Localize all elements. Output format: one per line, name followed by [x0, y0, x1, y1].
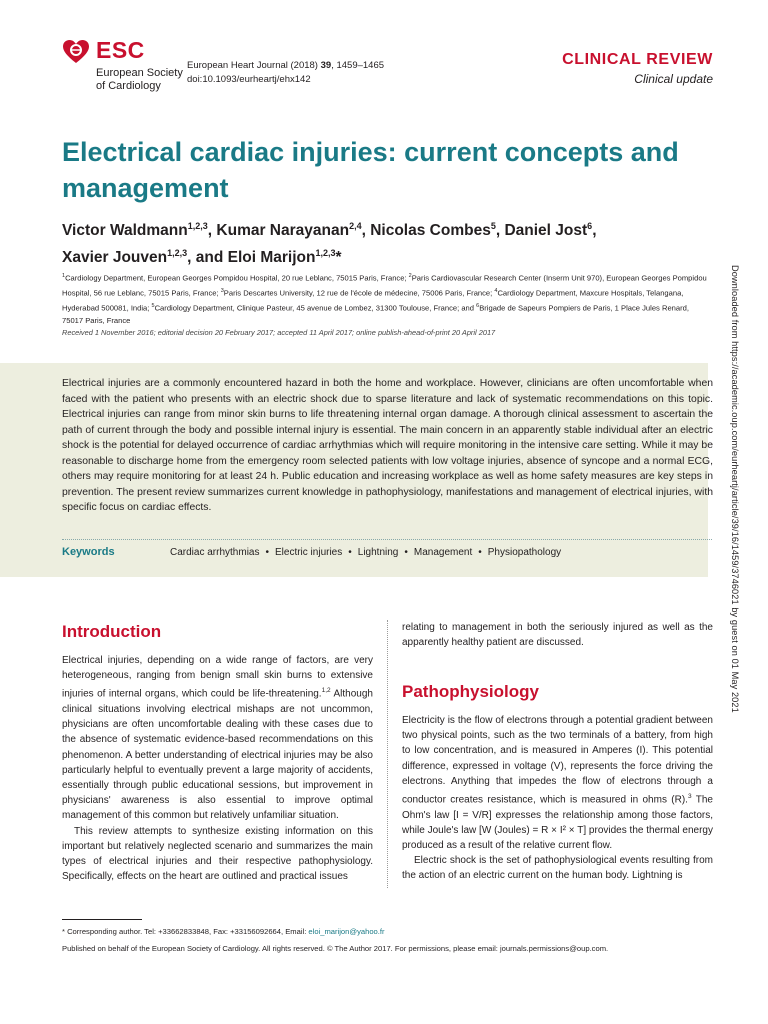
keyword-separator: • — [478, 547, 482, 558]
author-affiliation-ref: 6 — [587, 221, 593, 231]
keyword-separator: • — [348, 547, 352, 558]
journal-pages: , 1459–1465 — [331, 60, 385, 71]
keyword-separator: • — [265, 547, 269, 558]
article-type-block — [562, 50, 713, 86]
journal-volume: 39 — [320, 60, 332, 71]
esc-heart-logo-icon — [62, 38, 90, 66]
corresponding-author-note: * Corresponding author. Tel: +33662833848, Fax: +33156092664, Email: eloi_marijon@yahoo.fr — [62, 927, 385, 936]
author-list: Victor Waldmann$^{1,2,3}$, Kumar Narayanan$^{2,4}$, Nicolas Combes$^5$, Daniel Jost$^6$, Xavier Jouven$^{1,2,3}$, and Eloi Marijon$^{1,2,3}$* — [62, 221, 597, 267]
author-name: Kumar Narayanan — [216, 222, 350, 240]
affiliations — [62, 270, 712, 328]
article-title: Electrical cardiac injuries: current concepts and management — [62, 137, 679, 203]
introduction-text: Electrical injuries, depending on a wide range of factors, are very heterogeneous, ranging from benign small skin burns to extensive injuries of internal organs, which could be life-threatening.$^{1,2}$ Although clinical situations involving electrical mishaps are not uncommon, physicians are often uncomfortable dealing with these cases due to the absence of systematic evidence-based recommendations on this phenomenon. A better understanding of electrical injuries may be also particularly helpful to eventually prevent a large majority of accidents, essentially through public educational sessions, but improvement in physicians' awareness is also essential to improve optimal management of this common but relatively unfamiliar situation. This review attempts to synthesize existing information on this important but relatively neglected scenario and summarizes the main types of electrical injuries and their respective pathophysiology. Specifically, effects on the heart are outlined and practical issues — [62, 655, 373, 883]
corresponding-email-link[interactable]: eloi_marijon@yahoo.fr — [308, 927, 385, 936]
affiliation-number: 4 — [494, 288, 498, 295]
keywords-label: Keywords — [62, 546, 115, 558]
pathophysiology-heading: Pathophysiology — [402, 682, 539, 701]
download-note: Downloaded from https://academic.oup.com/eurheartj/article/39/16/1459/3746021 by guest on 01 May 2021 — [730, 265, 740, 713]
keyword: Electric injuries — [275, 547, 343, 558]
keyword: Physiopathology — [487, 547, 562, 558]
affiliation-text: Paris Cardiovascular Research Center (Inserm Unit 970), European Georges Pompidou Hospital, 56 rue Leblanc, 75015 Paris, France; — [62, 273, 707, 298]
keywords-divider — [62, 539, 712, 540]
journal-citation — [187, 59, 384, 87]
author-name: Xavier Jouven — [62, 249, 168, 267]
publisher-note: Published on behalf of the European Society of Cardiology. All rights reserved. © The Author 2017. For permissions, please email: journals.permissions@oup.com. — [62, 944, 609, 953]
citation-ref: 1,2 — [321, 687, 331, 695]
author-affiliation-ref: 1,2,3 — [167, 248, 188, 259]
society-name: European Society of Cardiology — [96, 67, 183, 92]
esc-logo-text: ESC — [96, 37, 145, 63]
author-affiliation-ref: 1,2,3 — [315, 248, 336, 259]
citation-ref: 3 — [687, 793, 692, 801]
affiliation-number: 6 — [476, 303, 480, 310]
affiliation-number: 5 — [151, 303, 155, 310]
keyword: Cardiac arrhythmias — [170, 547, 260, 558]
affiliation-text: Cardiology Department, Maxcure Hospitals, Telangana, Hyderabad 500081, India; — [62, 288, 684, 313]
affiliation-text: Brigade de Sapeurs Pompiers de Paris, 1 Place Jules Renard, 75017 Paris, France — [62, 303, 689, 326]
introduction-continued: relating to management in both the seriously injured as well as the apparently healthy patient are discussed. — [402, 622, 713, 649]
doi: doi:10.1093/eurheartj/ehx142 — [187, 74, 311, 85]
abstract-text: Electrical injuries are a commonly encountered hazard in both the home and workplace. However, clinicians are often uncomfortable when faced with the patient who presents with an electric shock due to sparse literature and lack of systematic recommendations on this topic. Electrical injuries can range from minor skin burns to life threatening internal organ damage. A thorough clinical assessment to ascertain the path of current through the body and possible internal injury is essential. The main concern in an apparently stable individual after an electric shock is the potential for delayed occurrence of cardiac arrhythmias which will require monitoring in the intensive care setting. While it may be reasonable to discharge home from the emergency room selected patients with low voltage injuries, absence of syncope and a normal ECG, others may require monitoring for at least 24 h. Public education and increasing workplace as well as home safety measures are key steps in prevention. The present review summarizes current knowledge in pathophysiology, manifestations and management of electrical injuries, with specific focus on cardiac effects. — [62, 378, 713, 513]
author-name: Eloi Marijon — [227, 249, 316, 267]
author-name: Nicolas Combes — [370, 222, 491, 240]
article-dates: Received 1 November 2016; editorial decision 20 February 2017; accepted 11 April 2017; online publish-ahead-of-print 20 April 2017 — [62, 328, 496, 337]
author-affiliation-ref: 5 — [490, 221, 496, 231]
journal-name: European Heart Journal (2018) — [187, 60, 318, 71]
introduction-heading: Introduction — [62, 622, 162, 641]
affiliation-text: Paris Descartes University, 12 rue de l'école de médecine, 75006 Paris, France; — [223, 288, 495, 298]
column-divider — [387, 620, 388, 888]
author-name: Daniel Jost — [504, 222, 588, 240]
author-affiliation-ref: 1,2,3 — [187, 221, 208, 231]
article-subtype: Clinical update — [634, 72, 713, 86]
affiliation-text: Cardiology Department, Clinique Pasteur, 45 avenue de Lombez, 31300 Toulouse, France; and — [154, 303, 477, 313]
article-type: CLINICAL REVIEW — [562, 51, 713, 68]
author-name: Victor Waldmann — [62, 222, 188, 240]
author-affiliation-ref: 2,4 — [349, 221, 362, 231]
affiliation-number: 3 — [220, 288, 224, 295]
pathophysiology-text: Electricity is the flow of electrons through a potential gradient between two physical points, such as the two terminals of a battery, from high to low concentration, and is measured in Amperes (I). This potential difference, expressed in voltage (V), represents the force driving the electrons. Anything that impedes the flow of electrons through a conductor creates resistance, which is measured in ohms (R).$^3$ The Ohm's law [I = V/R] expresses the relationship among those factors, while Joule's law [W (Joules) = R × I² × T] provides the thermal energy produced as a result of the relative current flow. Electric shock is the set of pathophysiological events resulting from the action of an electric current on the human body. Lightning is — [402, 715, 713, 882]
footnote-divider — [62, 919, 142, 920]
affiliation-number: 1 — [62, 273, 66, 279]
keyword-separator: • — [404, 547, 408, 558]
keyword: Lightning — [357, 547, 399, 558]
affiliation-text: Cardiology Department, European Georges Pompidou Hospital, 20 rue Leblanc, 75015 Paris, France; — [65, 273, 409, 283]
affiliation-number: 2 — [408, 273, 412, 279]
keyword: Management — [413, 547, 473, 558]
keywords-list — [170, 547, 561, 558]
